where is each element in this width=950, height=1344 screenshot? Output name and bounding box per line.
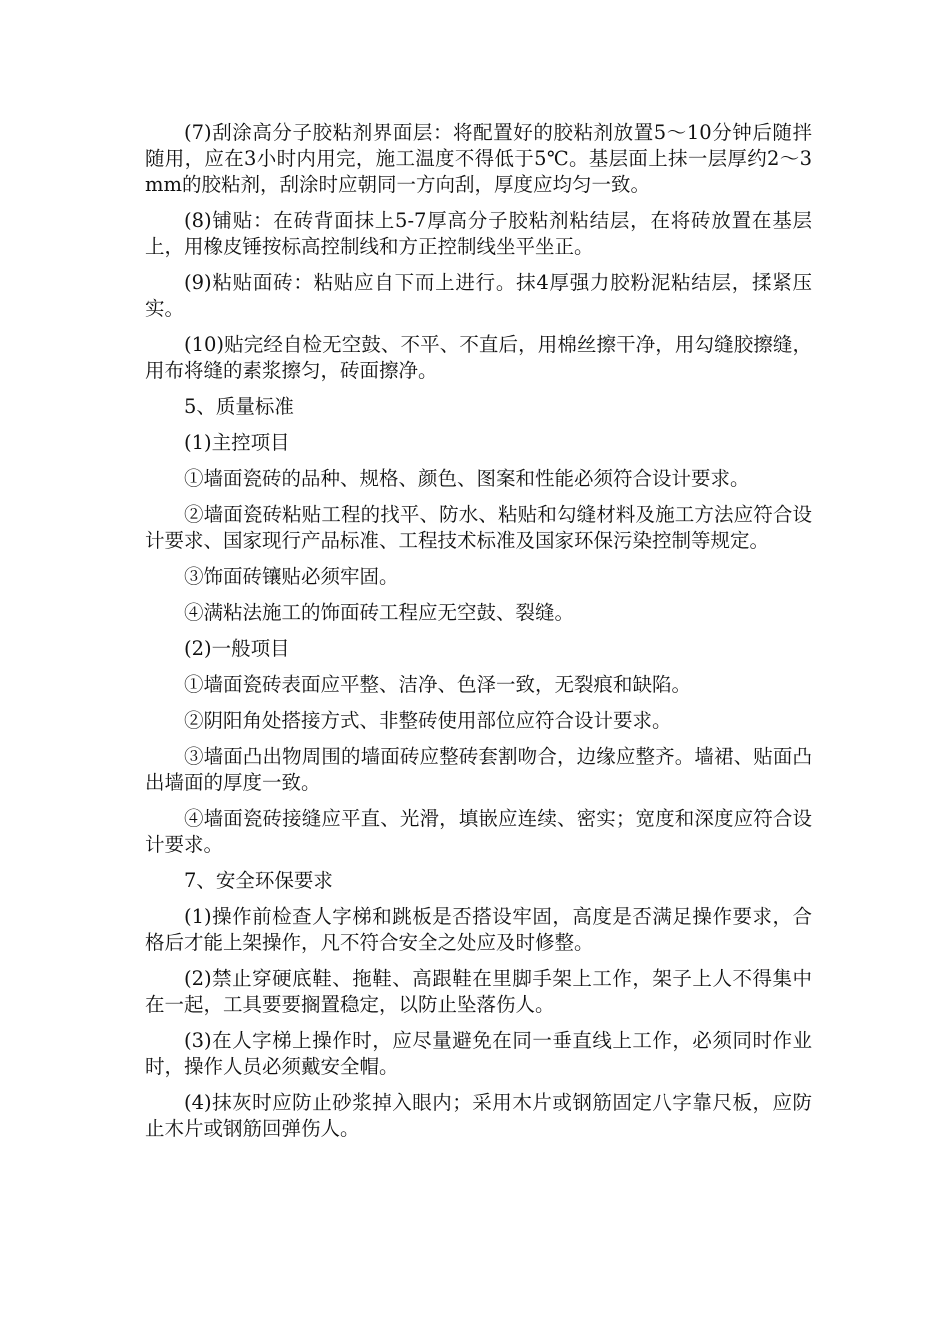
list-item: ①墙面瓷砖的品种、规格、颜色、图案和性能必须符合设计要求。	[184, 467, 750, 490]
paragraph-step-8: (8)铺贴：在砖背面抹上5-7厚高分子胶粘剂粘结层，在将砖放置在基层上，用橡皮锤按标高控制线和方正控制线坐平坐正。	[145, 209, 812, 258]
list-item: ④满粘法施工的饰面砖工程应无空鼓、裂缝。	[184, 601, 575, 624]
paragraph-step-7: (7)刮涂高分子胶粘剂界面层：将配置好的胶粘剂放置5～10分钟后随拌随用，应在3小时内用完，施工温度不得低于5℃。基层面上抹一层厚约2～3mm的胶粘剂，刮涂时应朝同一方向刮，厚度应均匀一致。	[145, 121, 812, 196]
list-item: ③墙面凸出物周围的墙面砖应整砖套割吻合，边缘应整齐。墙裙、贴面凸出墙面的厚度一致。	[145, 745, 812, 794]
list-item: ②墙面瓷砖粘贴工程的找平、防水、粘贴和勾缝材料及施工方法应符合设计要求、国家现行产品标准、工程技术标准及国家环保污染控制等规定。	[145, 503, 812, 552]
list-item: ③饰面砖镶贴必须牢固。	[184, 565, 399, 588]
list-item: (4)抹灰时应防止砂浆掉入眼内；采用木片或钢筋固定八字靠尺板，应防止木片或钢筋回弹伤人。	[145, 1091, 812, 1140]
subheading-general-items: (2)一般项目	[184, 637, 290, 660]
list-item: (3)在人字梯上操作时，应尽量避免在同一垂直线上工作，必须同时作业时，操作人员必须戴安全帽。	[145, 1029, 812, 1078]
list-item: (1)操作前检查人字梯和跳板是否搭设牢固，高度是否满足操作要求，合格后才能上架操作，凡不符合安全之处应及时修整。	[145, 905, 812, 954]
list-item: ①墙面瓷砖表面应平整、洁净、色泽一致，无裂痕和缺陷。	[184, 673, 692, 696]
list-item: ②阴阳角处搭接方式、非整砖使用部位应符合设计要求。	[184, 709, 672, 732]
section-heading-safety: 7、安全环保要求	[184, 869, 333, 892]
paragraph-step-10: (10)贴完经自检无空鼓、不平、不直后，用棉丝擦干净，用勾缝胶擦缝，用布将缝的素浆擦匀，砖面擦净。	[145, 333, 812, 382]
subheading-main-items: (1)主控项目	[184, 431, 290, 454]
paragraph-step-9: (9)粘贴面砖：粘贴应自下而上进行。抹4厚强力胶粉泥粘结层，揉紧压实。	[145, 271, 812, 320]
list-item: (2)禁止穿硬底鞋、拖鞋、高跟鞋在里脚手架上工作，架子上人不得集中在一起，工具要要搁置稳定，以防止坠落伤人。	[145, 967, 812, 1016]
list-item: ④墙面瓷砖接缝应平直、光滑，填嵌应连续、密实；宽度和深度应符合设计要求。	[145, 807, 812, 856]
document-page	[145, 120, 812, 1152]
section-heading-quality: 5、质量标准	[184, 395, 294, 418]
